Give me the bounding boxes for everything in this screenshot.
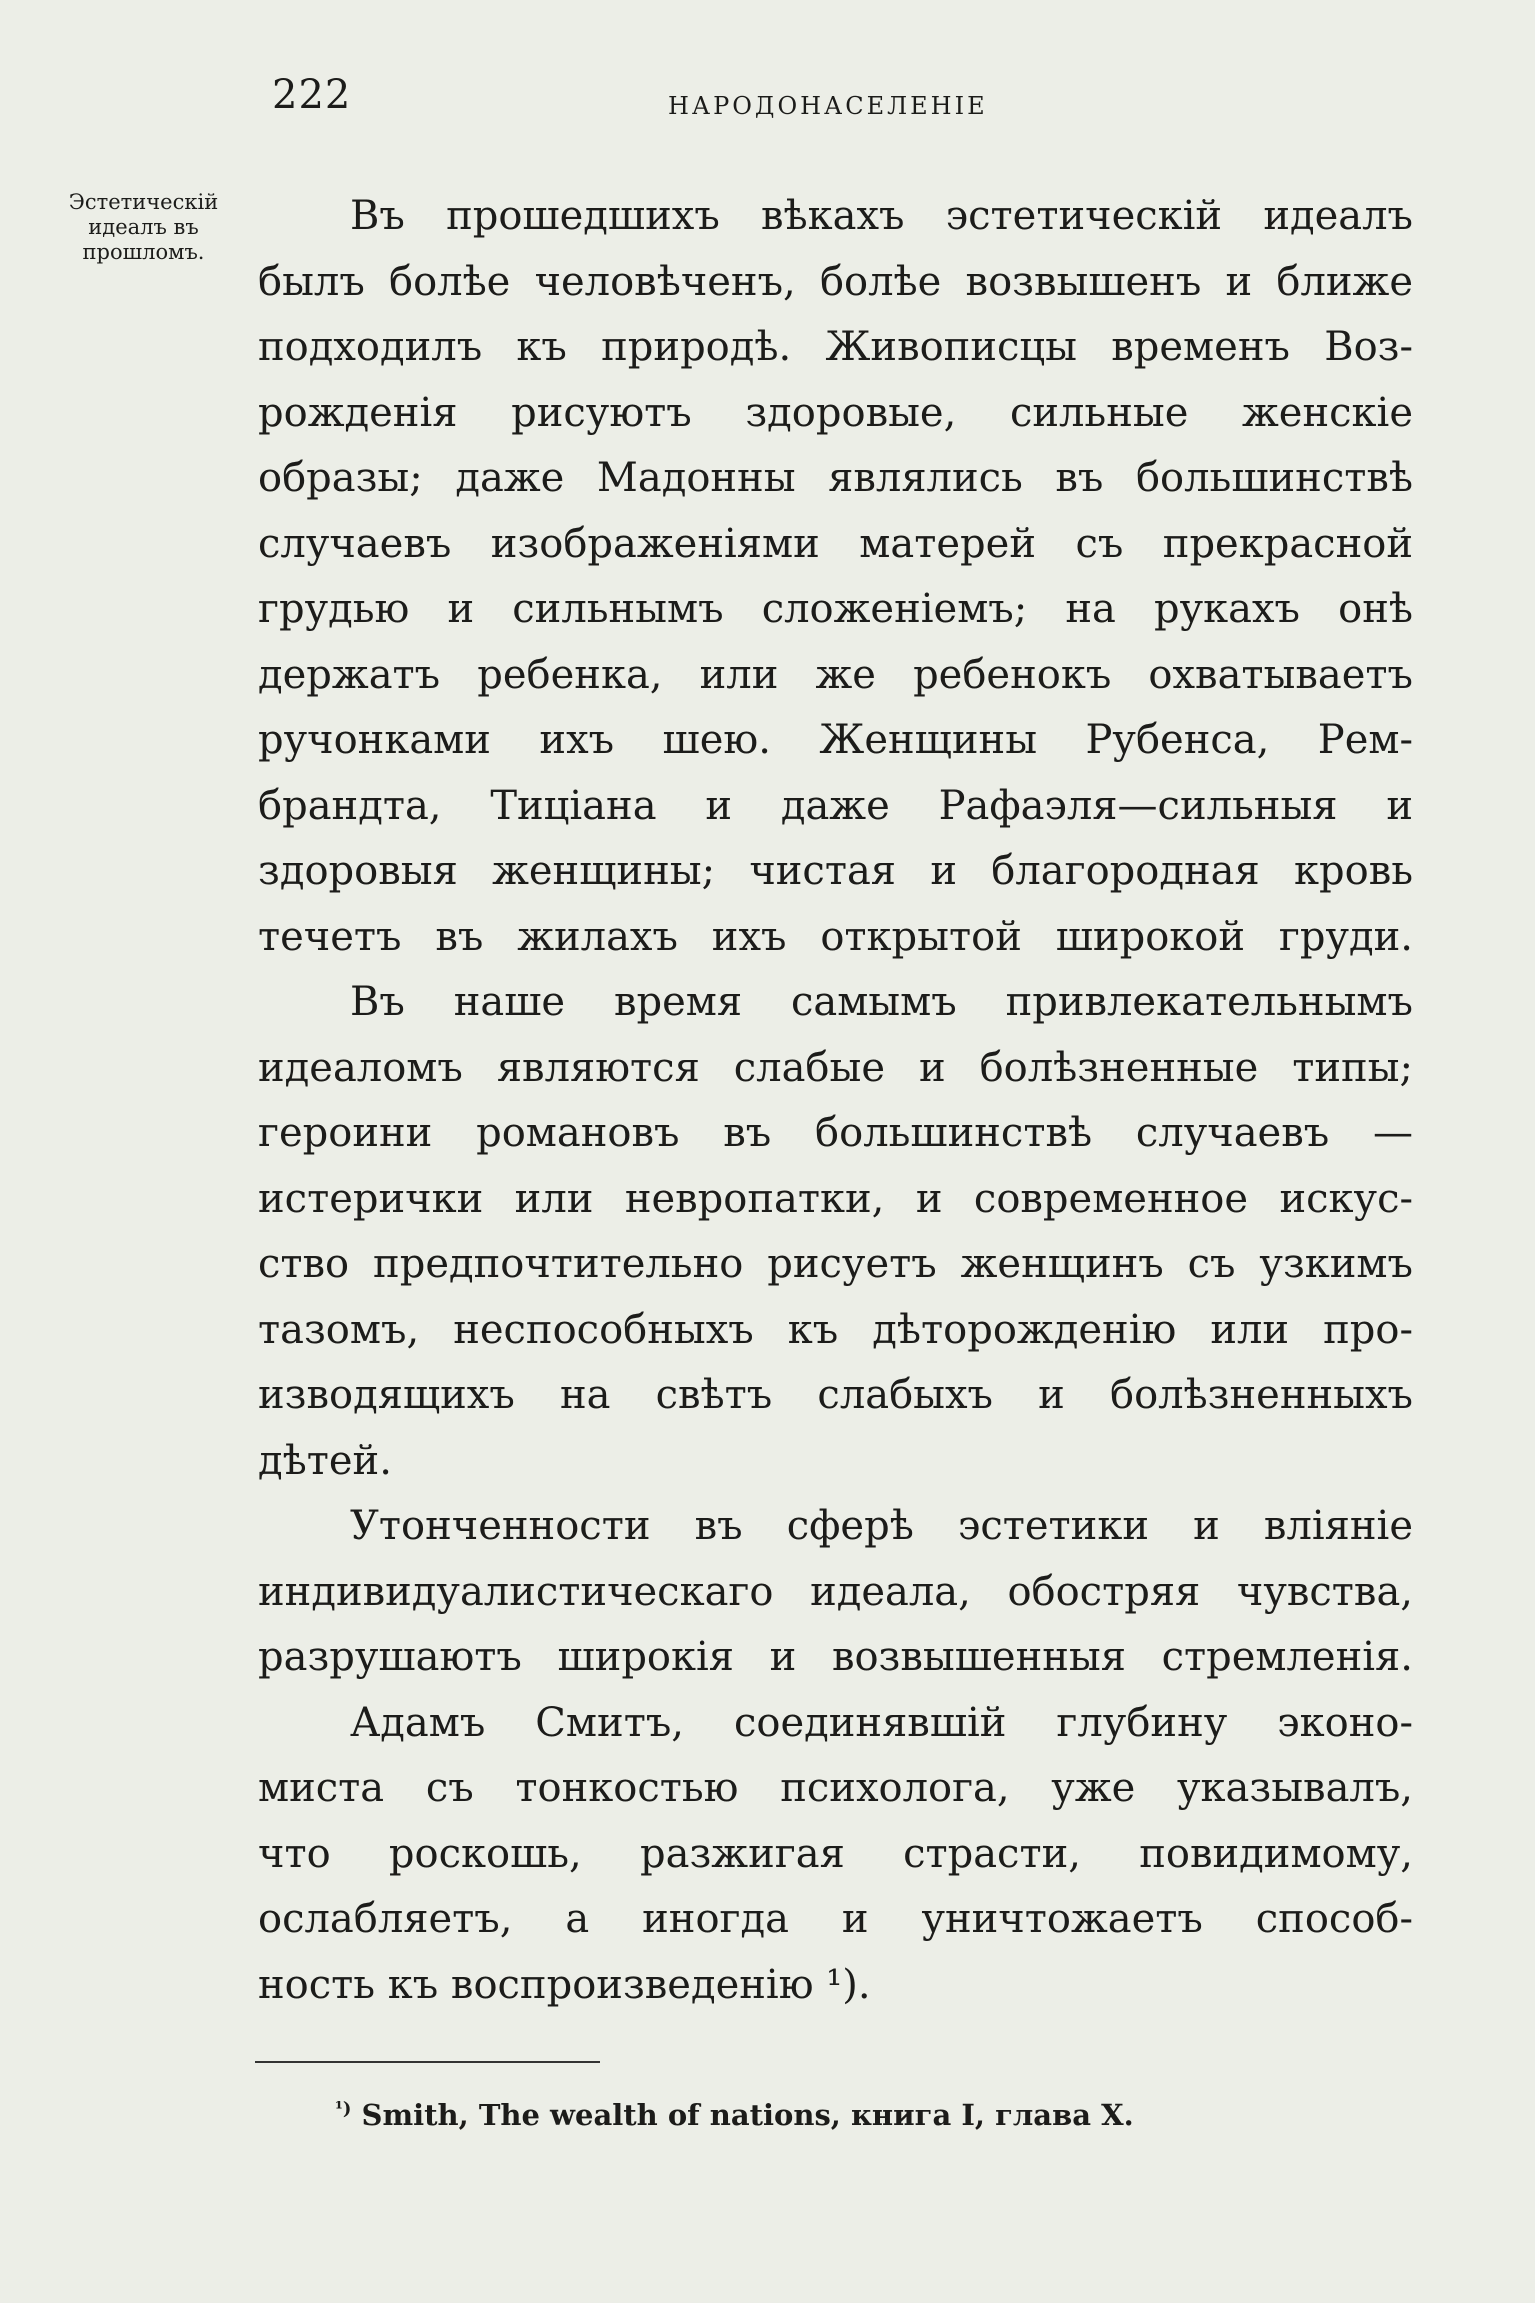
footnote-text: Smith, The wealth of nations, книга I, глава X. — [361, 2098, 1134, 2132]
text-line: Утонченности въ сферѣ эстетики и вліяніе — [350, 1503, 1413, 1549]
text-line: Въ прошедшихъ вѣкахъ эстетическій идеалъ — [350, 193, 1413, 239]
page-number: 222 — [272, 72, 352, 118]
text-line: ослабляетъ, а иногда и уничтожаетъ способ- — [258, 1896, 1413, 1942]
text-line: ность къ воспроизведенію ¹). — [258, 1961, 871, 2008]
text-line: ручонками ихъ шею. Женщины Рубенса, Рем- — [258, 717, 1413, 763]
margin-note — [26, 190, 261, 265]
text-line: подходилъ къ природѣ. Живописцы временъ Воз- — [258, 324, 1413, 370]
text-line: идеаломъ являются слабые и болѣзненные типы; — [258, 1044, 1413, 1091]
text-line: ство предпочтительно рисуетъ женщинъ съ узкимъ — [258, 1241, 1413, 1287]
text-line: былъ болѣе человѣченъ, болѣе возвышенъ и ближе — [258, 258, 1413, 305]
text-line: образы; даже Мадонны являлись въ большинствѣ — [258, 455, 1413, 501]
running-head: НАРОДОНАСЕЛЕНІЕ — [668, 92, 988, 120]
margin-note-line: Эстетическій — [68, 190, 219, 214]
footnote-marker: ¹) — [335, 2098, 352, 2120]
text-line: Въ наше время самымъ привлекательнымъ — [350, 979, 1413, 1025]
text-line: рожденія рисуютъ здоровые, сильные женскіе — [258, 389, 1413, 436]
margin-note-line: прошломъ. — [82, 240, 205, 264]
text-line: держатъ ребенка, или же ребенокъ охватываетъ — [258, 651, 1413, 698]
text-line: миста съ тонкостью психолога, уже указывалъ, — [258, 1765, 1413, 1811]
text-line: грудью и сильнымъ сложеніемъ; на рукахъ онѣ — [258, 586, 1413, 632]
text-line: течетъ въ жилахъ ихъ открытой широкой груди. — [258, 913, 1413, 960]
text-line: дѣтей. — [258, 1437, 392, 1484]
text-line: что роскошь, разжигая страсти, повидимому, — [258, 1830, 1413, 1877]
footnote-rule — [255, 2061, 600, 2063]
text-line: брандта, Тиціана и даже Рафаэля—сильныя и — [258, 782, 1413, 829]
text-line: истерички или невропатки, и современное искус- — [258, 1175, 1413, 1222]
text-line: изводящихъ на свѣтъ слабыхъ и болѣзненныхъ — [258, 1372, 1413, 1418]
text-line: индивидуалистическаго идеала, обостряя чувства, — [258, 1568, 1413, 1615]
text-line: здоровыя женщины; чистая и благородная кровь — [258, 848, 1413, 894]
body-text — [258, 184, 1413, 2018]
text-line: героини романовъ въ большинствѣ случаевъ — — [258, 1110, 1413, 1156]
footnote — [335, 2098, 1134, 2132]
margin-note-line: идеалъ въ — [88, 215, 199, 239]
text-line: случаевъ изображеніями матерей съ прекрасной — [258, 520, 1413, 567]
text-line: Адамъ Смитъ, соединявшій глубину эконо- — [350, 1699, 1413, 1746]
text-line: тазомъ, неспособныхъ къ дѣторожденію или про- — [258, 1306, 1413, 1353]
text-line: разрушаютъ широкія и возвышенныя стремленія. — [258, 1634, 1413, 1680]
